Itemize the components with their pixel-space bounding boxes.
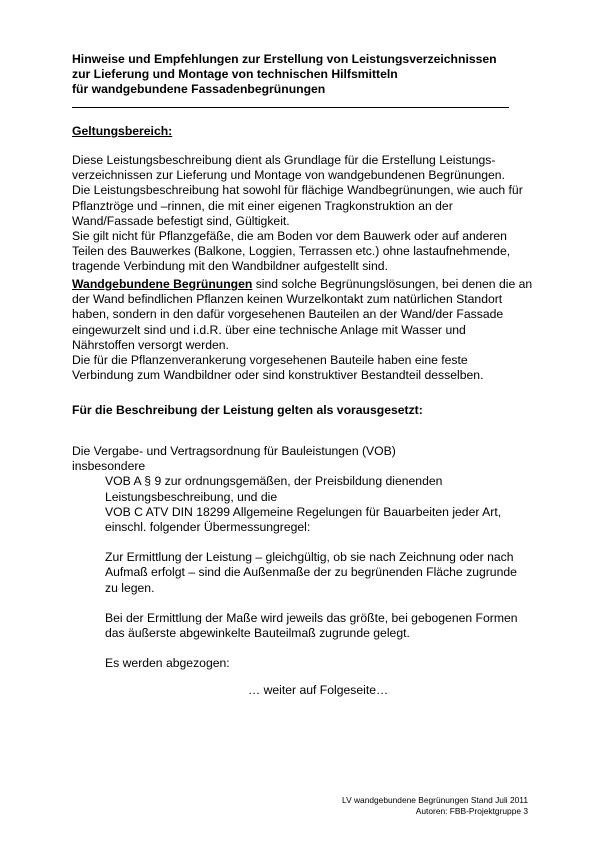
footer-line: LV wandgebundene Begrünungen Stand Juli 2011 <box>342 795 528 805</box>
prerequisites-body <box>72 444 542 671</box>
text-line: Wand/Fassade befestigt sind, Gültigkeit. <box>72 213 290 228</box>
text-line: Pflanztröge und –rinnen, die mit einer eigenen Tragkonstruktion an der <box>72 198 453 213</box>
scope-heading: Geltungsbereich: <box>72 124 173 138</box>
title-line: für wandgebundene Fassadenbegrünungen <box>72 82 326 96</box>
text-line: VOB C ATV DIN 18299 Allgemeine Regelungen für Bauarbeiten jeder Art, <box>105 504 502 519</box>
text-line: Die Vergabe- und Vertragsordnung für Bauleistungen (VOB) <box>72 444 396 458</box>
continued-note: … weiter auf Folgeseite… <box>248 683 389 697</box>
title-divider <box>72 107 509 108</box>
prerequisites-heading: Für die Beschreibung der Leistung gelten als vorausgesetzt: <box>72 403 423 417</box>
text-line: Verbindung zum Wandbildner oder sind konstruktiver Bestandteil desselben. <box>72 368 484 383</box>
text-line: Diese Leistungsbeschreibung dient als Grundlage für die Erstellung Leistungs- <box>72 153 496 167</box>
text-line <box>72 277 542 292</box>
text-line: Es werden abgezogen: <box>105 656 230 671</box>
text-line: Aufmaß erfolgt – sind die Außenmaße der zu begrünenden Fläche zugrunde <box>105 565 517 580</box>
text-line: zu legen. <box>105 580 155 595</box>
text-line: VOB A § 9 zur ordnungsgemäßen, der Preisbildung dienenden <box>105 474 443 489</box>
defined-term: Wandgebundene Begrünungen <box>72 277 253 291</box>
document-title <box>72 52 532 97</box>
text-line: Sie gilt nicht für Pflanzgefäße, die am Boden vor dem Bauwerk oder auf anderen <box>72 229 507 244</box>
text-line: einschl. folgender Übermessungregel: <box>105 520 311 535</box>
text-line: tragende Verbindung mit den Wandbildner aufgestellt sind. <box>72 259 388 274</box>
title-line: zur Lieferung und Montage von technischen Hilfsmitteln <box>72 67 398 81</box>
scope-paragraph-2 <box>72 277 542 383</box>
text-line: Nährstoffen versorgt werden. <box>72 337 229 352</box>
text-line: Leistungsbeschreibung, und die <box>105 489 278 504</box>
text-line: Zur Ermittlung der Leistung – gleichgültig, ob sie nach Zeichnung oder nach <box>105 550 514 565</box>
text-line: der Wand befindlichen Pflanzen keinen Wurzelkontakt zum natürlichen Standort <box>72 292 503 307</box>
text-line: Teilen des Bauwerkes (Balkone, Loggien, Terrassen etc.) ohne lastaufnehmende, <box>72 244 511 259</box>
vob-reference <box>72 474 542 671</box>
scope-paragraph-1 <box>72 153 542 275</box>
footer-line: Autoren: FBB-Projektgruppe 3 <box>415 805 528 816</box>
text-line: das äußerste abgewinkelte Bauteilmaß zugrunde gelegt. <box>105 626 410 641</box>
text-line: Die Leistungsbeschreibung hat sowohl für flächige Wandbegrünungen, wie auch für <box>72 183 523 198</box>
text-line: eingewurzelt sind und i.d.R. über eine technische Anlage mit Wasser und <box>72 322 466 337</box>
text-line: haben, sondern in den dafür vorgesehenen Bauteilen an der Wand/der Fassade <box>72 307 504 322</box>
text-line: verzeichnissen zur Lieferung und Montage von wandgebundenen Begrünungen. <box>72 168 505 183</box>
title-line: Hinweise und Empfehlungen zur Erstellung von Leistungsverzeichnissen <box>72 52 497 66</box>
page-footer <box>342 795 528 816</box>
text-line: Die für die Pflanzenverankerung vorgesehenen Bauteile haben eine feste <box>72 353 468 368</box>
text-run: sind solche Begrünungslösungen, bei denen die an <box>252 277 533 291</box>
text-line: Bei der Ermittlung der Maße wird jeweils das größte, bei gebogenen Formen <box>105 610 518 625</box>
text-line: insbesondere <box>72 459 146 474</box>
